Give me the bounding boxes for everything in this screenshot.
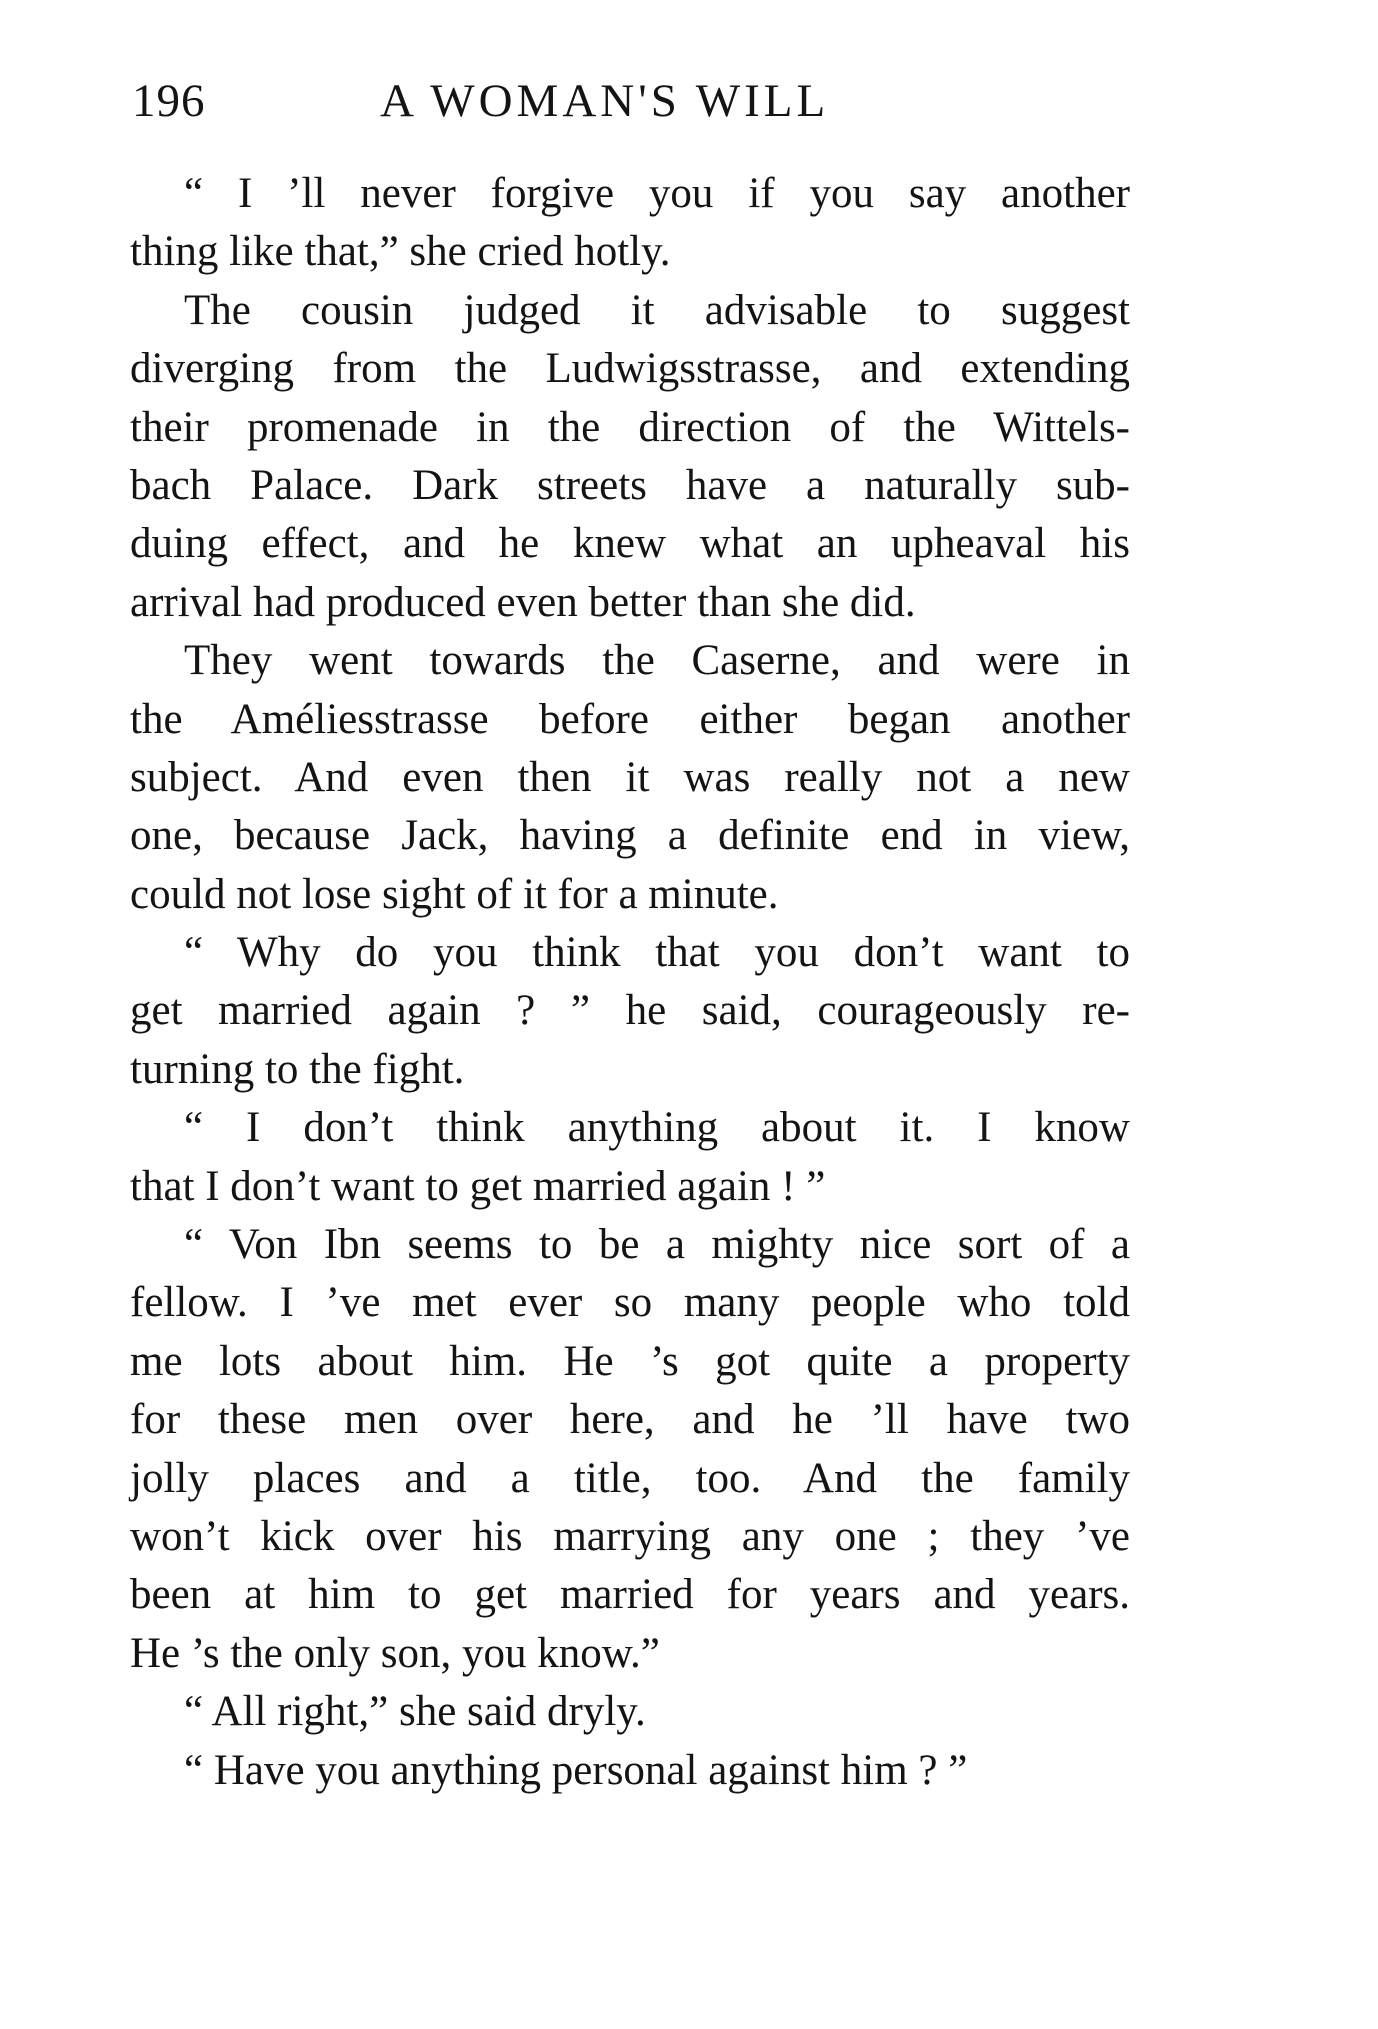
- text-line: diverging from the Ludwigsstrasse, and extending: [130, 345, 1130, 393]
- text-line: duing effect, and he knew what an upheaval his: [130, 520, 1130, 568]
- page-number: 196: [132, 75, 206, 127]
- text-line: subject. And even then it was really not a new: [130, 753, 1130, 801]
- text-line: “ I don’t think anything about it. I know: [184, 1104, 1130, 1152]
- text-line: They went towards the Caserne, and were in: [184, 637, 1130, 685]
- text-line: for these men over here, and he ’ll have two: [130, 1396, 1130, 1444]
- page-header: [132, 66, 1132, 136]
- text-line: “ I ’ll never forgive you if you say another: [184, 170, 1130, 217]
- body-text: [130, 165, 1130, 1800]
- text-line: “ All right,” she said dryly.: [184, 1688, 646, 1736]
- text-line: one, because Jack, having a definite end in view,: [130, 812, 1130, 860]
- text-line: get married again ? ” he said, courageously re-: [130, 987, 1130, 1035]
- text-line: The cousin judged it advisable to suggest: [184, 286, 1130, 334]
- text-line: won’t kick over his marrying any one ; they ’ve: [130, 1512, 1130, 1560]
- text-line: fellow. I ’ve met ever so many people who told: [130, 1279, 1130, 1327]
- text-line: “ Why do you think that you don’t want to: [184, 929, 1130, 977]
- text-line: thing like that,” she cried hotly.: [130, 228, 671, 276]
- running-title: A WOMAN'S WILL: [380, 75, 830, 127]
- text-line: He ’s the only son, you know.”: [130, 1629, 660, 1677]
- text-line: me lots about him. He ’s got quite a property: [130, 1337, 1130, 1385]
- text-line: jolly places and a title, too. And the family: [130, 1454, 1130, 1502]
- text-line: their promenade in the direction of the Wittels-: [130, 403, 1130, 451]
- text-line: turning to the fight.: [130, 1045, 465, 1093]
- text-line: could not lose sight of it for a minute.: [130, 870, 779, 918]
- text-line: arrival had produced even better than she did.: [130, 578, 916, 626]
- text-line: bach Palace. Dark streets have a naturally sub-: [130, 461, 1130, 509]
- text-line: been at him to get married for years and years.: [130, 1571, 1130, 1619]
- text-line: “ Have you anything personal against him ? ”: [184, 1746, 968, 1794]
- text-line: the Améliesstrasse before either began another: [130, 695, 1130, 743]
- text-line: “ Von Ibn seems to be a mighty nice sort of a: [184, 1221, 1130, 1269]
- text-line: that I don’t want to get married again ! ”: [130, 1162, 826, 1210]
